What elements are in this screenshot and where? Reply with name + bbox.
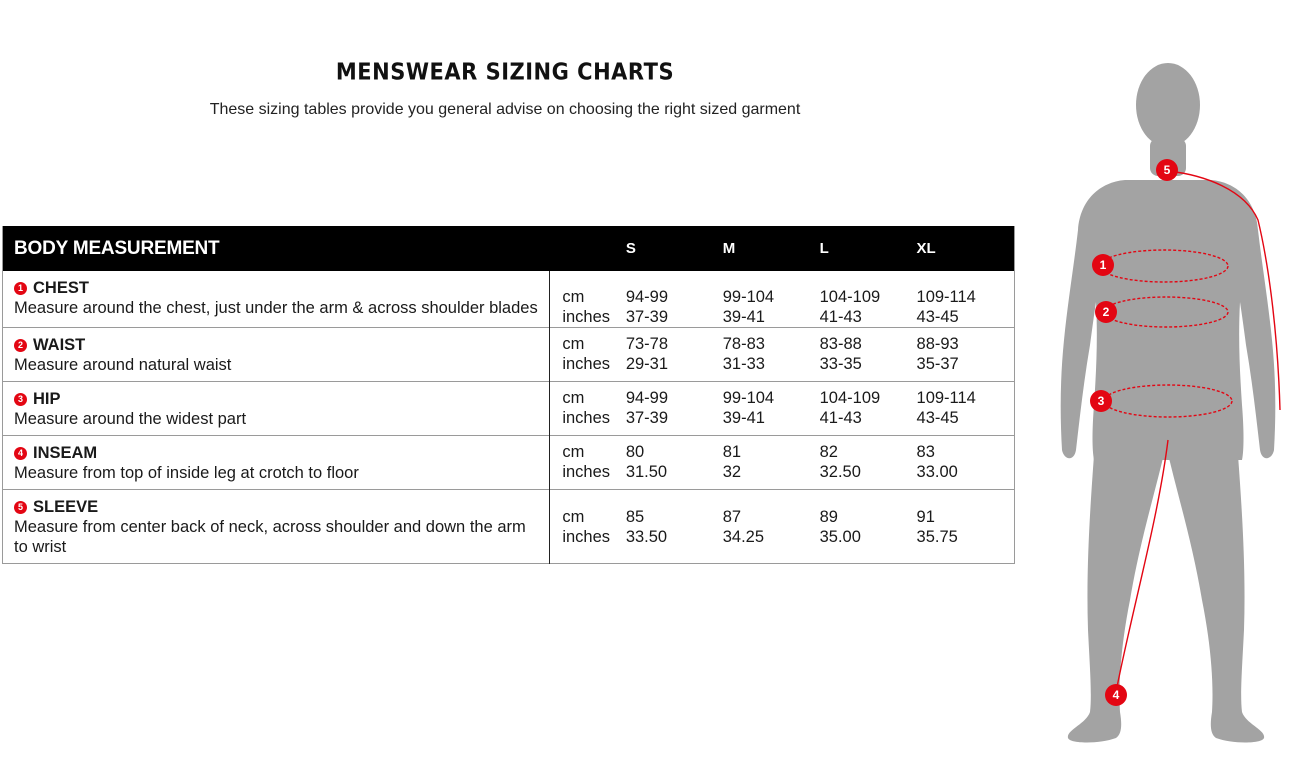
value-cell-m bbox=[723, 436, 820, 490]
value-cm: 89 bbox=[819, 508, 838, 526]
torso-shape bbox=[1061, 180, 1276, 460]
value-cell-l bbox=[820, 382, 917, 436]
measurement-cell bbox=[3, 436, 550, 490]
unit-inches: inches bbox=[562, 355, 611, 373]
value-cell-s bbox=[626, 271, 723, 328]
value-cm: 83-88 bbox=[819, 335, 862, 353]
value-inches: 32 bbox=[722, 463, 742, 481]
unit-cell bbox=[550, 271, 626, 328]
table-row-chest bbox=[3, 271, 1015, 328]
value-cm: 99-104 bbox=[722, 389, 775, 407]
value-inches: 31.50 bbox=[625, 463, 668, 481]
number-badge-icon: 4 bbox=[14, 447, 27, 460]
value-inches: 32.50 bbox=[819, 463, 861, 481]
measurement-cell bbox=[3, 382, 550, 436]
value-inches: 43-45 bbox=[916, 308, 959, 326]
value-inches: 35.75 bbox=[916, 528, 958, 546]
measurement-cell bbox=[3, 490, 550, 564]
value-cell-xl bbox=[917, 436, 1015, 490]
value-cm: 80 bbox=[625, 443, 645, 461]
table-row-hip bbox=[3, 382, 1015, 436]
header-size-s: S bbox=[626, 226, 723, 271]
marker-2 bbox=[1095, 301, 1117, 323]
measurement-title: HIP bbox=[33, 390, 61, 408]
header-size-xl: XL bbox=[917, 226, 1015, 271]
page-subtitle: These sizing tables provide you general advise on choosing the right sized garment bbox=[209, 101, 801, 118]
value-inches: 37-39 bbox=[625, 308, 669, 326]
value-inches: 35.00 bbox=[819, 528, 861, 546]
measurement-description: Measure from center back of neck, across shoulder and down the arm to wrist bbox=[14, 518, 526, 556]
marker-5 bbox=[1156, 159, 1178, 181]
value-inches: 33.00 bbox=[916, 463, 958, 481]
measurement-title: WAIST bbox=[33, 336, 86, 354]
value-cell-l bbox=[820, 490, 917, 564]
page-title: MENSWEAR SIZING CHARTS bbox=[335, 58, 675, 86]
value-inches: 33-35 bbox=[819, 355, 862, 373]
unit-cm: cm bbox=[562, 389, 585, 407]
value-cell-s bbox=[626, 436, 723, 490]
value-cell-m bbox=[723, 382, 820, 436]
unit-cell bbox=[550, 436, 626, 490]
value-cm: 78-83 bbox=[722, 335, 765, 353]
value-cm: 82 bbox=[819, 443, 838, 461]
measurement-name bbox=[14, 278, 539, 298]
unit-cm: cm bbox=[562, 288, 585, 306]
measurement-cell bbox=[3, 328, 550, 382]
measurement-title: SLEEVE bbox=[33, 498, 99, 516]
value-cell-m bbox=[723, 271, 820, 328]
value-cm: 88-93 bbox=[916, 335, 959, 353]
value-cell-xl bbox=[917, 328, 1015, 382]
value-cell-m bbox=[723, 490, 820, 564]
number-badge-icon: 2 bbox=[14, 339, 27, 352]
measurement-name bbox=[14, 335, 539, 355]
value-inches: 39-41 bbox=[722, 409, 765, 427]
value-cm: 83 bbox=[916, 443, 935, 461]
value-cell-s bbox=[626, 328, 723, 382]
value-cm: 109-114 bbox=[916, 288, 976, 306]
marker-2-label: 2 bbox=[1102, 305, 1110, 319]
unit-cell bbox=[550, 490, 626, 564]
value-cm: 81 bbox=[722, 443, 742, 461]
value-cell-s bbox=[626, 382, 723, 436]
measurement-cell bbox=[3, 271, 550, 328]
unit-cell bbox=[550, 328, 626, 382]
value-cell-s bbox=[626, 490, 723, 564]
marker-5-label: 5 bbox=[1163, 163, 1171, 177]
head-shape bbox=[1136, 63, 1200, 147]
measurement-description: Measure around the chest, just under the arm & across shoulder blades bbox=[14, 299, 538, 317]
value-cm: 104-109 bbox=[819, 288, 881, 306]
value-cm: 87 bbox=[722, 508, 742, 526]
size-chart-table bbox=[2, 226, 1015, 564]
value-inches: 31-33 bbox=[722, 355, 765, 373]
header-size-l: L bbox=[820, 226, 917, 271]
value-cell-l bbox=[820, 328, 917, 382]
header-size-m: M bbox=[723, 226, 820, 271]
value-cm: 91 bbox=[916, 508, 935, 526]
marker-4 bbox=[1105, 684, 1127, 706]
value-inches: 41-43 bbox=[819, 308, 862, 326]
value-cm: 109-114 bbox=[916, 389, 976, 407]
value-cm: 99-104 bbox=[722, 288, 775, 306]
table-row-waist bbox=[3, 328, 1015, 382]
unit-inches: inches bbox=[562, 308, 611, 326]
table-row-sleeve bbox=[3, 490, 1015, 564]
value-cell-l bbox=[820, 271, 917, 328]
value-inches: 29-31 bbox=[625, 355, 669, 373]
header-body-measurement: BODY MEASUREMENT bbox=[3, 226, 626, 271]
value-cell-m bbox=[723, 328, 820, 382]
number-badge-icon: 3 bbox=[14, 393, 27, 406]
measurement-name bbox=[14, 443, 539, 463]
table-header-row bbox=[3, 226, 1015, 271]
marker-4-label: 4 bbox=[1112, 688, 1120, 702]
value-inches: 43-45 bbox=[916, 409, 959, 427]
value-cell-xl bbox=[917, 271, 1015, 328]
value-cm: 94-99 bbox=[625, 389, 669, 407]
value-cell-xl bbox=[917, 382, 1015, 436]
measurement-name bbox=[14, 497, 539, 517]
value-inches: 39-41 bbox=[722, 308, 765, 326]
value-cell-l bbox=[820, 436, 917, 490]
unit-inches: inches bbox=[562, 528, 611, 546]
value-inches: 35-37 bbox=[916, 355, 959, 373]
unit-cm: cm bbox=[562, 508, 585, 526]
value-inches: 33.50 bbox=[625, 528, 668, 546]
value-cell-xl bbox=[917, 490, 1015, 564]
marker-3-label: 3 bbox=[1097, 394, 1105, 408]
value-inches: 37-39 bbox=[625, 409, 669, 427]
marker-1-label: 1 bbox=[1099, 258, 1107, 272]
marker-3 bbox=[1090, 390, 1112, 412]
measurement-title: INSEAM bbox=[33, 444, 98, 462]
value-cm: 104-109 bbox=[819, 389, 881, 407]
legs-shape bbox=[1068, 445, 1264, 743]
number-badge-icon: 1 bbox=[14, 282, 27, 295]
value-cm: 85 bbox=[625, 508, 645, 526]
measurement-description: Measure from top of inside leg at crotch to floor bbox=[14, 464, 359, 482]
measurement-description: Measure around the widest part bbox=[14, 410, 247, 428]
unit-inches: inches bbox=[562, 463, 611, 481]
body-figure-illustration bbox=[1030, 40, 1302, 765]
unit-cell bbox=[550, 382, 626, 436]
unit-cm: cm bbox=[562, 335, 585, 353]
measurement-description: Measure around natural waist bbox=[14, 356, 232, 374]
unit-cm: cm bbox=[562, 443, 585, 461]
unit-inches: inches bbox=[562, 409, 611, 427]
value-cm: 73-78 bbox=[625, 335, 669, 353]
marker-1 bbox=[1092, 254, 1114, 276]
number-badge-icon: 5 bbox=[14, 501, 27, 514]
value-inches: 34.25 bbox=[722, 528, 765, 546]
measurement-title: CHEST bbox=[33, 279, 89, 297]
table-row-inseam bbox=[3, 436, 1015, 490]
value-inches: 41-43 bbox=[819, 409, 862, 427]
measurement-name bbox=[14, 389, 539, 409]
value-cm: 94-99 bbox=[625, 288, 669, 306]
